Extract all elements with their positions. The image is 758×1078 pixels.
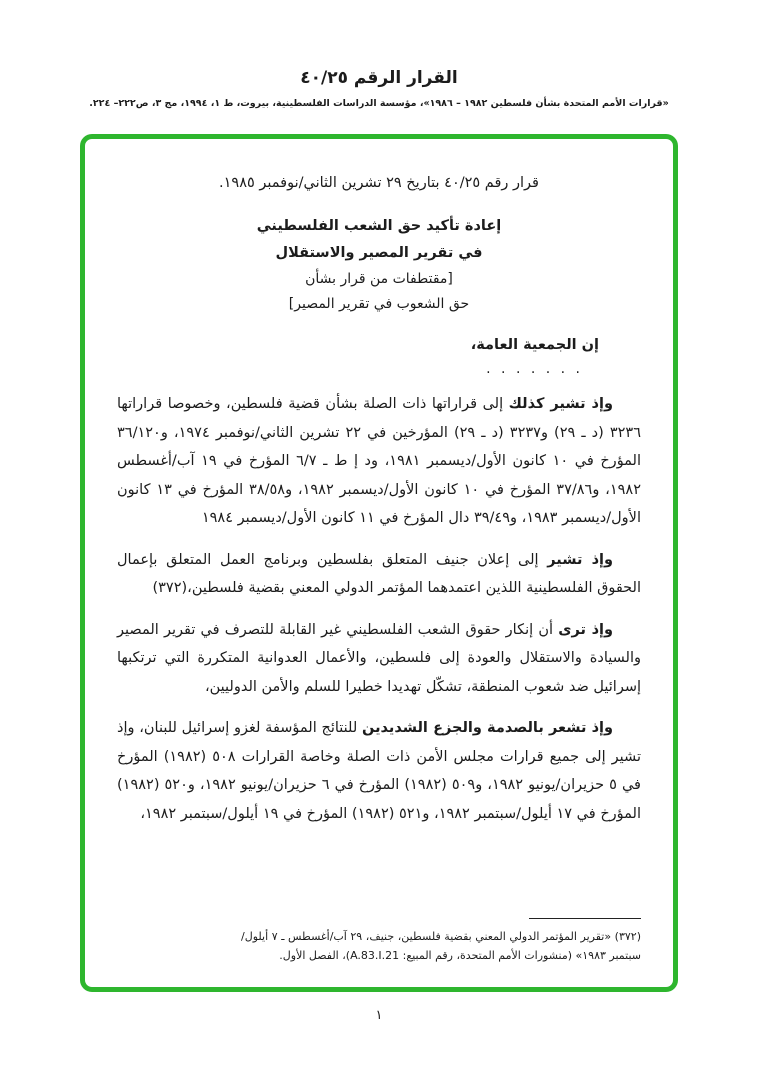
resolution-title-line-2: في تقرير المصير والاستقلال xyxy=(275,245,483,261)
footnote-marker: (٣٧٢) xyxy=(614,930,641,943)
paragraph-3 xyxy=(117,616,641,702)
footnote xyxy=(241,927,641,965)
paragraph-4-text: للنتائج المؤسفة لغزو إسرائيل للبنان، وإذ تشير إلى جميع قرارات مجلس الأمن ذات الصلة وخاصة القرارات ٥٠٨ (١٩٨٢) المؤرخ في ٥ حزيران/يونيو ١٩٨٢، و٥٠٩ (١٩٨٢) المؤرخ في ٦ حزيران/يونيو ١٩٨٢، و٥٢٠ (١٩٨٢) المؤرخ في ١٧ أيلول/سبتمبر ١٩٨٢، و٥٢١ (١٩٨٢) المؤرخ في ١٩ أيلول/سبتمبر ١٩٨٢، xyxy=(117,720,641,822)
resolution-box xyxy=(80,134,678,992)
footnote-block xyxy=(117,918,641,965)
resolution-title-line-1: إعادة تأكيد حق الشعب الفلسطيني xyxy=(256,218,502,234)
paragraph-1-lead: وإذ تشير كذلك xyxy=(508,396,613,412)
paragraph-2-lead: وإذ تشير xyxy=(547,551,613,568)
page-number: ١ xyxy=(375,1008,383,1023)
paragraph-4 xyxy=(117,714,641,828)
paragraph-3-text: أن إنكار حقوق الشعب الفلسطيني غير القابلة للتصرف في تقرير المصير والسيادة والاستقلال والعودة إلى فلسطين، والأعمال العدوانية المتكررة التي ترتكبها إسرائيل ضد شعوب المنطقة، تشكّل تهديدا خطيرا للسلم والأمن الدوليين، xyxy=(117,621,641,695)
paragraph-2 xyxy=(117,546,641,603)
paragraph-3-lead: وإذ ترى xyxy=(558,621,613,638)
footnote-separator xyxy=(529,918,641,919)
paragraph-2-text: إلى إعلان جنيف المتعلق بفلسطين وبرنامج العمل المتعلق بإعمال الحقوق الفلسطينية اللذين اعتمدهما المؤتمر الدولي المعني بقضية فلسطين،(٣٧٢) xyxy=(117,551,641,596)
paragraph-4-lead: وإذ تشعر بالصدمة والجزع الشديدين xyxy=(362,720,614,736)
source-citation: «قرارات الأمم المتحدة بشأن فلسطين ١٩٨٢ – ١٩٨٦»، مؤسسة الدراسات الفلسطينية، بيروت، ط ١، ١٩٩٤، مج ٣، ص٢٢٢– ٢٢٤. xyxy=(89,98,669,109)
ellipsis-line: . . . . . . . xyxy=(486,361,583,377)
excerpt-note-line-1: [مقتطفات من قرار بشأن xyxy=(305,271,453,287)
page-title: القرار الرقم ٤٠/٢٥ xyxy=(300,68,458,88)
excerpt-note-line-2: حق الشعوب في تقرير المصير] xyxy=(288,296,470,312)
paragraph-1-text: إلى قراراتها ذات الصلة بشأن قضية فلسطين، وخصوصا قراراتها ٣٢٣٦ (د ـ ٢٩) و٣٢٣٧ (د ـ ٢٩) المؤرخين في ٢٢ تشرين الثاني/نوفمبر ١٩٧٤، و٣٦/١٢٠ المؤرخ في ١٠ كانون الأول/ديسمبر ١٩٨١، ود إ ط ـ ٦/٧ المؤرخ في ١٩ آب/أغسطس ١٩٨٢، و٣٧/٨٦ المؤرخ في ١٠ كانون الأول/ديسمبر ١٩٨٢، و٣٨/٥٨ المؤرخ في ١٣ كانون الأول/ديسمبر ١٩٨٣، و٣٩/٤٩ دال المؤرخ في ١١ كانون الأول/ديسمبر ١٩٨٤ xyxy=(117,396,642,526)
footnote-text: «تقرير المؤتمر الدولي المعني بقضية فلسطين، جنيف، ٢٩ آب/أغسطس ـ ٧ أيلول/سبتمبر ١٩٨٣» (منشورات الأمم المتحدة، رقم المبيع: A.83.I.21)، الفصل الأول. xyxy=(241,930,641,962)
paragraph-1 xyxy=(117,390,641,533)
resolution-date-line: قرار رقم ٤٠/٢٥ بتاريخ ٢٩ تشرين الثاني/نوفمبر ١٩٨٥. xyxy=(219,175,539,191)
opening-phrase: إن الجمعية العامة، xyxy=(470,337,599,353)
